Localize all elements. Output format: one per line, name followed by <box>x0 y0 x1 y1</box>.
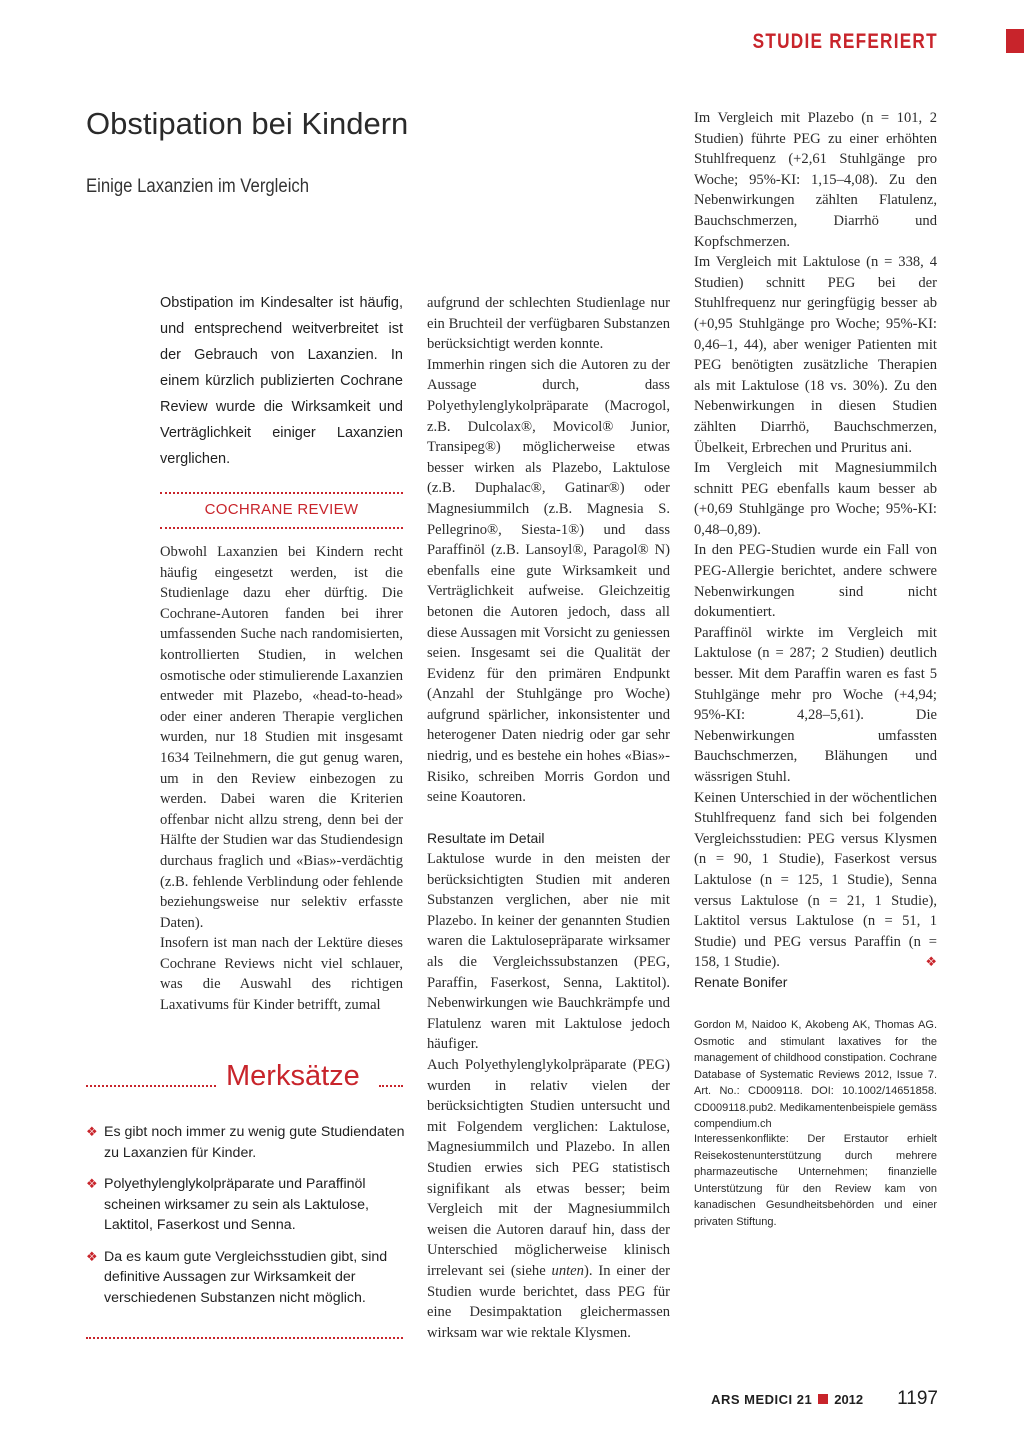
issue-year: 2012 <box>834 1392 864 1407</box>
author-name: Renate Bonifer <box>694 974 788 990</box>
paragraph: Obwohl Laxanzien bei Kindern recht häufig eingesetzt werden, ist die Studienlage dazu eher dürftig. Die Cochrane-Autoren fanden bei ihrer umfassenden Suche nach randomisierten, kontrollierten Studien, in welchen osmotische oder stimulierende Laxanzien entweder mit Plazebo, «head-to-head» oder einer anderen Therapie verglichen wurden, nur 18 Studien mit insgesamt 1634 Teilnehmern, die gut genug waren, um in den Review einbezogen zu werden. Dabei waren die Kriterien offenbar nicht allzu streng, denn bei der Hälfte der Studien war das Studiendesign durchaus fraglich und «Bias»-verdächtig (z.B. fehlende Verblindung oder fehlende beziehungsweise nur selektiv erfasste Daten). <box>160 544 403 931</box>
paragraph: Im Vergleich mit Laktulose (n = 338, 4 Studien) schnitt PEG bei der Stuhlfrequenz nur geringfügig besser ab (+0,95 Stuhlgänge pro Woche; 95%-KI: 0,46–1, 44), aber weniger Patienten mit PEG benötigten zusätzliche Therapien als mit Laktulose (18 vs. 30%). Zu den Nebenwirkungen in diesen Studien zählten Diarrhö, Bauchschmerzen, Übelkeit, Erbrechen und Pruritus ani. <box>694 254 937 456</box>
paragraph: Paraffinöl wirkte im Vergleich mit Laktulose (n = 287; 2 Studien) deutlich besser. Mit dem Paraffin waren es fast 5 Stuhlgänge mehr pro Woche (+4,94; 95%-KI: 4,28–5,61). Die Nebenwirkungen umfassten Bauchschmerzen, Blähungen und wässrigen Stuhl. <box>694 624 937 785</box>
key-points-title: Merksätze <box>226 1060 360 1092</box>
list-item-text: Polyethylenglykolpräparate und Paraffinöl scheinen wirksamer zu sein als Laktulose, Laktitol, Faserkost und Senna. <box>104 1176 369 1233</box>
paragraph-text: Keinen Unterschied in der wöchentlichen Stuhlfrequenz fand sich bei folgenden Vergleichsstudien: PEG versus Klysmen (n = 90, 1 Studie), Faserkost versus Laktulose (n = 125, 1 Studie), Senna versus Laktulose (n = 21, 1 Studie), Laktitol versus Laktulose (n = 51, 1 Studie) und PEG versus Paraffin (n = 158, 1 Studie). <box>694 789 937 971</box>
square-icon <box>818 1394 828 1404</box>
paragraph: Laktulose wurde in den meisten der berücksichtigten Studien mit anderen Substanzen verglichen, aber nie mit Plazebo. In keiner der genannten Studien waren die Laktulosepräparate wirksamer als die Vergleichssubstanzen (PEG, Paraffin, Faserkost, Senna, Laktitol). Nebenwirkungen wie Bauchkrämpfe und Flatulenz waren mit Laktulose jedoch häufiger. <box>427 851 670 1053</box>
dotted-divider <box>379 1085 403 1087</box>
list-item <box>86 1174 406 1236</box>
diamond-bullet-icon: ❖ <box>86 1124 98 1139</box>
article-title: Obstipation bei Kindern <box>86 106 409 141</box>
paragraph <box>427 1055 670 1343</box>
text-column-3 <box>694 108 937 973</box>
list-item <box>86 1122 406 1163</box>
paragraph: Im Vergleich mit Plazebo (n = 101, 2 Studien) führte PEG zu einer erhöhten Stuhlfrequenz (+2,61 Stuhlgänge pro Woche; 95%-KI: 1,15–4,08). Zu den Nebenwirkungen zählten Flatulenz, Bauchschmerzen, Diarrhö und Kopfschmerzen. <box>694 110 937 250</box>
section-label: STUDIE REFERIERT <box>752 30 938 53</box>
conflict-of-interest: Interessenkonflikte: Der Erstautor erhielt Reisekostenunterstützung durch mehrere pharmazeutische Unternehmen; finanzielle Unterstützung für den Review kam von kanadischen Gesundheitsbehörden und einer privaten Stiftung. <box>694 1133 937 1228</box>
article-subtitle: Einige Laxanzien im Vergleich <box>86 176 310 197</box>
section-color-block <box>1006 29 1024 53</box>
dotted-divider <box>86 1337 403 1339</box>
paragraph: In den PEG-Studien wurde ein Fall von PEG-Allergie berichtet, andere schwere Nebenwirkungen sind nicht dokumentiert. <box>694 542 937 621</box>
list-item-text: Da es kaum gute Vergleichsstudien gibt, sind definitive Aussagen zur Wirksamkeit der verschiedenen Substanzen nicht möglich. <box>104 1248 388 1306</box>
diamond-bullet-icon: ❖ <box>86 1248 98 1264</box>
page-footer <box>711 1388 938 1410</box>
section-heading: COCHRANE REVIEW <box>204 501 359 518</box>
article-lead: Obstipation im Kindesalter ist häufig, und entsprechend weitverbreitet ist der Gebrauch von Laxanzien. In einem kürzlich publizierten Cochrane Review wurde die Wirksamkeit und Verträglichkeit einiger Laxanzien verglichen. <box>160 295 403 467</box>
key-points-list <box>86 1122 406 1319</box>
page-number: 1197 <box>897 1388 938 1409</box>
emphasis-text: unten <box>551 1262 584 1279</box>
text-column-2 <box>427 293 670 1343</box>
paragraph: Insofern ist man nach der Lektüre dieses Cochrane Reviews nicht viel schlauer, was die Auswahl des richtigen Laxativums für Kinder betrifft, zumal <box>160 935 403 1014</box>
references: Gordon M, Naidoo K, Akobeng AK, Thomas AG. Osmotic and stimulant laxatives for the management of childhood constipation. Cochrane Database of Systematic Reviews 2012, Issue 7. Art. No.: CD009118. DOI: 10.1002/14651858. CD009118.pub2. Medikamentenbeispiele gemäss compendium.ch <box>694 1019 937 1130</box>
diamond-bullet-icon: ❖ <box>86 1176 98 1191</box>
subheading: Resultate im Detail <box>427 830 545 847</box>
paragraph-text: ). In einer der Studien wurde berichtet, dass PEG für eine Desimpaktation gleichermassen wirksam war wie rektale Klysmen. <box>427 1262 670 1341</box>
paragraph: Immerhin ringen sich die Autoren zu der Aussage durch, dass Polyethylenglykolpräparate (Macrogol, z.B. Dulcolax®, Movicol® Junior, Transipeg®) möglicherweise etwas besser wirken als Plazebo, Laktulose (z.B. Duphalac®, Gatinar®) oder Magnesiummilch (z.B. Magnesia S. Pellegrino®, Siesta-1®) und dass Paraffinöl (z.B. Lansoyl®, Paragol® N) ebenfalls eine gute Wirksamkeit und Verträglichkeit aufweise. Gleichzeitig betonen die Autoren jedoch, dass all diese Aussagen mit Vorsicht zu geniessen seien. Insgesamt sei die Qualität der Evidenz für den primären Endpunkt (Anzahl der Stuhlgänge pro Woche) aufgrund spärlicher, inkonsistenter und heterogener Daten niedrig oder gar sehr niedrig, und es bestehe ein hohes «Bias»-Risiko, schreiben Morris Gordon und seine Koautoren. <box>427 356 670 806</box>
journal-name: ARS MEDICI 21 <box>711 1392 813 1407</box>
dotted-divider <box>160 527 403 529</box>
end-mark-icon: ❖ <box>925 954 937 970</box>
paragraph <box>694 788 937 973</box>
dotted-divider <box>86 1085 216 1087</box>
paragraph: Im Vergleich mit Magnesiummilch schnitt PEG ebenfalls kaum besser ab (+0,69 Stuhlgänge pro Woche; 95%-KI: 0,48–0,89). <box>694 460 937 538</box>
paragraph-text: Auch Polyethylenglykolpräparate (PEG) wurden in relativ vielen der berücksichtigten Studien untersucht und mit Folgendem verglichen: Laktulose, Magnesiummilch und Plazebo. In allen Studien erwies sich PEG statistisch signifikant als etwas besser; beim Vergleich mit der Magnesiummilch weisen die Autoren darauf hin, dass der Unterschied möglicherweise klinisch irrelevant sei (siehe <box>427 1056 670 1279</box>
list-item <box>86 1247 406 1309</box>
dotted-divider <box>160 492 403 494</box>
paragraph: aufgrund der schlechten Studienlage nur ein Bruchteil der verfügbaren Substanzen berücksichtigt werden konnte. <box>427 295 670 353</box>
text-column-1 <box>160 542 403 1016</box>
list-item-text: Es gibt noch immer zu wenig gute Studiendaten zu Laxanzien für Kinder. <box>104 1124 405 1161</box>
